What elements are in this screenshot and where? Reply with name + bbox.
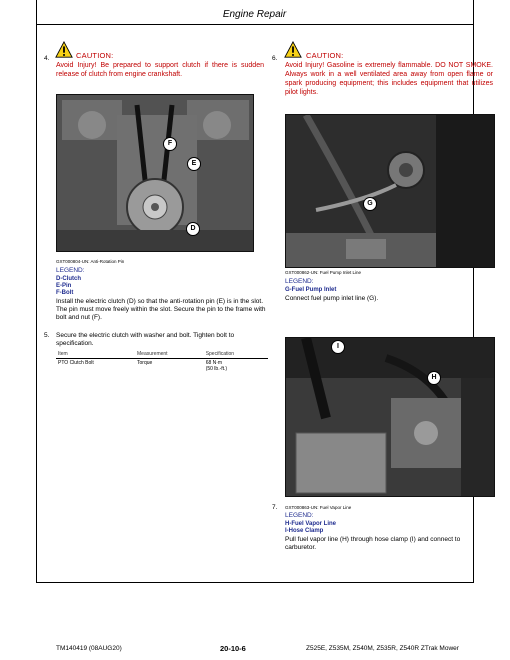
spec-imperial: (50 lb.-ft.) [205, 366, 228, 372]
caution-label: CAUTION: [76, 51, 114, 60]
figure-2-caption: GXT000862-UN: Fuel Pump Inlet Line [285, 270, 362, 275]
legend-item: G-Fuel Pump Inlet [285, 287, 337, 293]
warning-triangle-icon [284, 41, 302, 59]
spec-table-header [56, 350, 268, 359]
callout-E: E [187, 157, 201, 171]
step-7-instruction: Pull fuel vapor line (H) through hose clamp (I) and connect to carburetor. [285, 536, 461, 551]
col-header-measurement: Measurement [135, 350, 204, 359]
cell-item: PTO Clutch Bolt [58, 360, 94, 366]
legend-item: E-Pin [56, 283, 72, 289]
figure-1-legend-title: LEGEND: [56, 267, 85, 274]
col-header-item: Item [56, 350, 135, 359]
spec-table [56, 350, 268, 373]
col-header-specification: Specification [204, 350, 268, 359]
figure-3-caption: GXT000863-UN: Fuel Vapor Line [285, 505, 352, 510]
cell-measurement: Torque [137, 360, 153, 366]
figure-2-legend-title: LEGEND: [285, 278, 314, 285]
figure-1-caption: GXT000804-UN: Anti-Rotation Pin [56, 259, 125, 264]
step-4-instruction: Install the electric clutch (D) so that the anti-rotation pin (E) is in the slot. The pin must move freely within the slot. Secure the pin to the frame with bolt and nut (F). [56, 298, 266, 321]
table-row [56, 359, 268, 374]
warning-triangle-icon [55, 41, 73, 59]
step-5-number: 5. [44, 332, 50, 339]
legend-item: H-Fuel Vapor Line [285, 521, 337, 527]
legend-item: I-Hose Clamp [285, 528, 324, 534]
anti-rotation-pin-photo [56, 94, 254, 252]
legend-item: D-Clutch [56, 276, 81, 282]
model-list: Z525E, Z535M, Z540M, Z535R, Z540R ZTrak Mower [306, 645, 459, 652]
engine-clutch-illustration [57, 95, 253, 251]
step-4-number: 4. [44, 55, 50, 62]
step-6-number: 6. [272, 55, 278, 62]
figure-3-legend-title: LEGEND: [285, 512, 314, 519]
caution-text: Avoid Injury! Be prepared to support clutch if there is sudden release of clutch from engine crankshaft. [56, 62, 264, 78]
fuel-vapor-illustration [286, 338, 494, 496]
callout-I: I [331, 340, 345, 354]
step-6-instruction: Connect fuel pump inlet line (G). [285, 295, 379, 302]
fuel-pump-illustration [286, 115, 494, 267]
callout-G: G [363, 197, 377, 211]
fuel-vapor-line-photo [285, 337, 495, 497]
page-number: 20-10-6 [220, 644, 246, 653]
caution-text: Avoid Injury! Gasoline is extremely flammable. DO NOT SMOKE. Always work in a well ventilated area away from open flame or spark producing equipment; this includes equipment that utilizes pilot lights. [285, 62, 493, 96]
callout-H: H [427, 371, 441, 385]
cell-specification [204, 359, 268, 374]
doc-id: TM140419 (08AUG20) [56, 645, 122, 652]
callout-D: D [186, 222, 200, 236]
legend-item: F-Bolt [56, 290, 74, 296]
step-5-instruction: Secure the electric clutch with washer and bolt. Tighten bolt to specification. [56, 332, 235, 347]
caution-label: CAUTION: [306, 51, 344, 60]
callout-F: F [163, 137, 177, 151]
spec-metric: 68 N·m [205, 360, 223, 366]
step-7-number: 7. [272, 504, 278, 511]
fuel-pump-inlet-photo [285, 114, 495, 268]
section-title: Engine Repair [222, 9, 287, 20]
